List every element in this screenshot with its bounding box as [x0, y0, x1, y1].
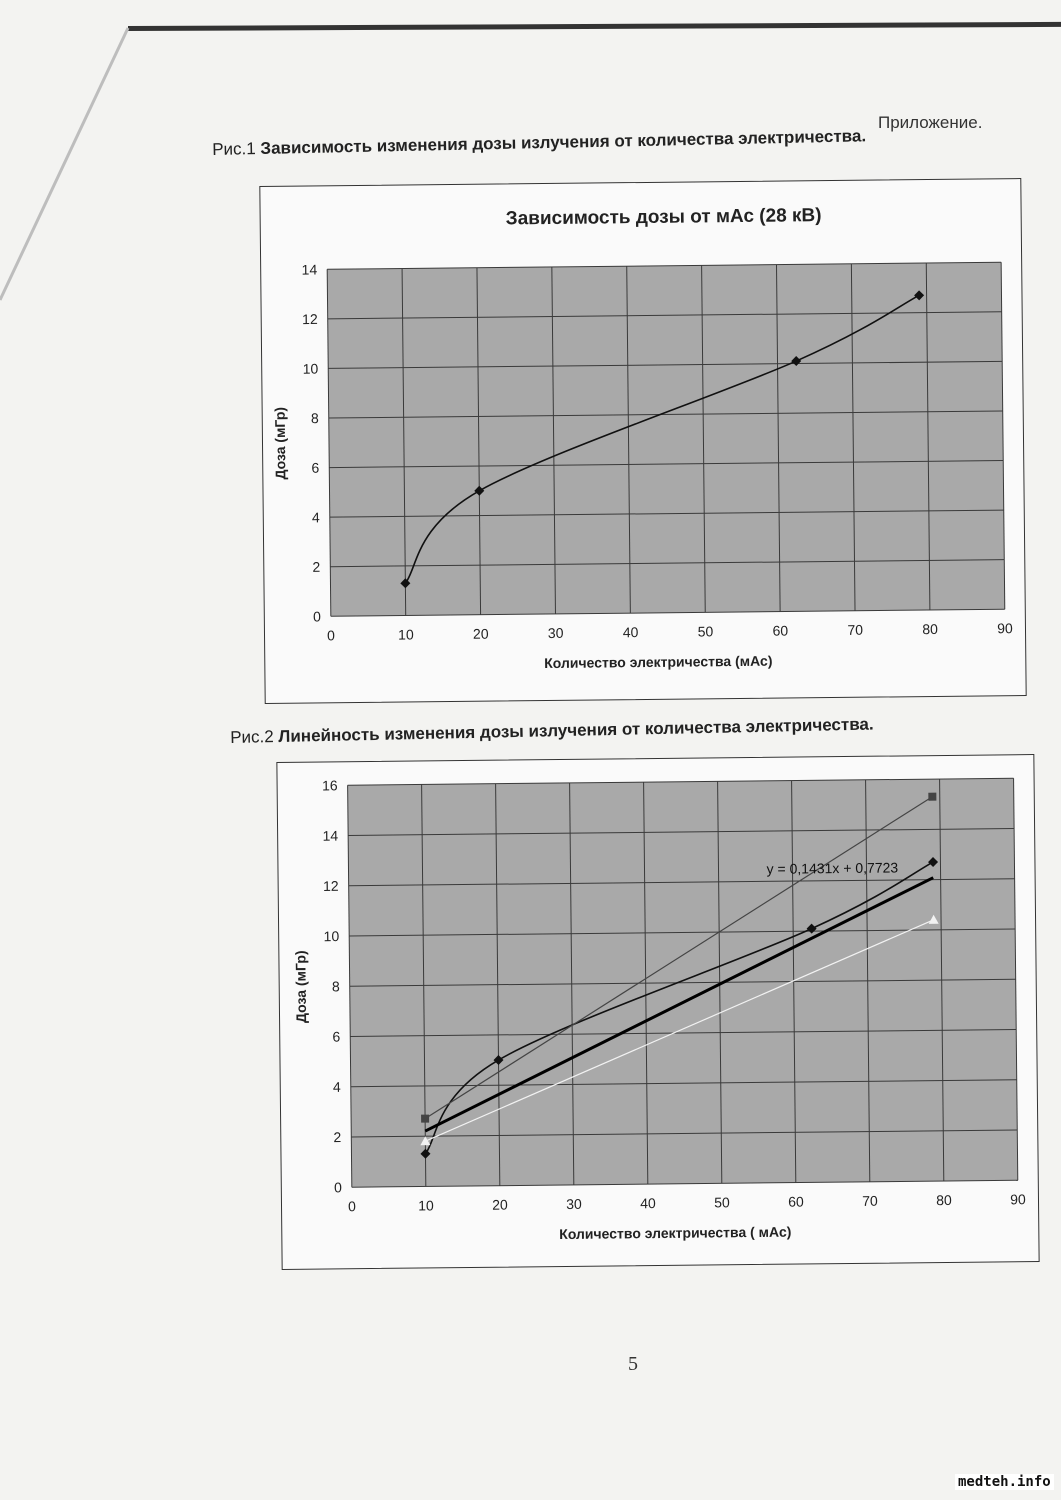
chart-2-x-tick-7: 70	[862, 1192, 878, 1209]
chart-2-y-tick-8: 16	[321, 777, 338, 794]
chart-1-title: Зависимость дозы от мАс (28 кВ)	[505, 205, 822, 230]
chart-2-series-1-point-0	[421, 1115, 429, 1123]
chart-2-y-tick-0: 0	[333, 1179, 342, 1196]
scan-edge-top	[128, 22, 1061, 31]
figure-2-caption	[230, 715, 874, 748]
chart-2-y-tick-2: 4	[332, 1078, 341, 1095]
chart-2-y-tick-7: 14	[322, 827, 339, 844]
chart-2-y-tick-6: 12	[323, 877, 339, 894]
chart-2-x-tick-5: 50	[714, 1194, 730, 1211]
appendix-label: Приложение.	[878, 113, 983, 132]
chart-2	[277, 755, 1038, 1269]
chart-2-y-tick-4: 8	[331, 978, 340, 995]
chart-2-frame	[276, 754, 1039, 1270]
chart-1-y-tick-3: 6	[311, 459, 320, 476]
chart-1	[260, 179, 1025, 703]
figure-1-prefix: Рис.1	[212, 139, 256, 159]
chart-2-y-tick-1: 2	[333, 1129, 342, 1146]
chart-1-x-tick-2: 20	[472, 625, 489, 642]
chart-2-y-axis-title: Доза (мГр)	[292, 950, 310, 1024]
chart-1-x-tick-3: 30	[547, 624, 564, 642]
figure-2-prefix: Рис.2	[230, 727, 274, 747]
chart-1-x-tick-0: 0	[327, 627, 335, 644]
chart-2-x-tick-4: 40	[640, 1195, 656, 1212]
chart-1-x-tick-6: 60	[772, 622, 789, 639]
chart-2-y-tick-5: 10	[323, 928, 340, 945]
chart-2-x-tick-1: 10	[418, 1197, 434, 1214]
chart-1-x-tick-7: 70	[847, 621, 864, 638]
chart-2-x-tick-0: 0	[348, 1198, 356, 1215]
chart-1-frame	[259, 178, 1026, 704]
chart-1-y-tick-2: 4	[311, 509, 320, 526]
page-number: 5	[628, 1353, 638, 1375]
chart-1-x-tick-1: 10	[398, 626, 414, 643]
chart-2-series-1-point-1	[928, 793, 936, 801]
chart-1-x-tick-8: 80	[922, 620, 938, 638]
chart-2-x-tick-8: 80	[936, 1191, 952, 1209]
chart-1-y-tick-5: 10	[302, 360, 319, 377]
figure-1-caption	[212, 126, 866, 160]
chart-2-x-tick-9: 90	[1010, 1191, 1026, 1208]
chart-2-x-tick-2: 20	[492, 1196, 508, 1213]
chart-1-y-axis-title: Доза (мГр)	[271, 406, 289, 480]
watermark: medteh.info	[955, 1474, 1054, 1490]
chart-2-trendline-equation: y = 0,1431x + 0,7723	[766, 859, 899, 877]
figure-2-caption-text: Линейность изменения дозы излучения от количества электричества.	[278, 714, 874, 746]
chart-2-x-tick-3: 30	[566, 1195, 582, 1212]
chart-1-y-tick-4: 8	[310, 410, 319, 427]
chart-1-y-tick-6: 12	[302, 310, 318, 328]
chart-1-y-tick-1: 2	[312, 558, 321, 575]
chart-2-x-axis-title: Количество электричества ( мАс)	[559, 1223, 792, 1243]
chart-2-y-tick-3: 6	[332, 1028, 341, 1045]
chart-1-y-tick-0: 0	[312, 608, 321, 625]
chart-1-x-tick-5: 50	[697, 623, 714, 640]
chart-1-y-tick-7: 14	[301, 261, 318, 278]
chart-1-x-tick-4: 40	[622, 624, 639, 641]
chart-2-x-tick-6: 60	[788, 1193, 804, 1210]
chart-1-x-tick-9: 90	[997, 620, 1013, 637]
chart-1-x-axis-title: Количество электричества (мАс)	[544, 652, 773, 672]
figure-1-caption-text: Зависимость изменения дозы излучения от количества электричества.	[260, 126, 867, 158]
